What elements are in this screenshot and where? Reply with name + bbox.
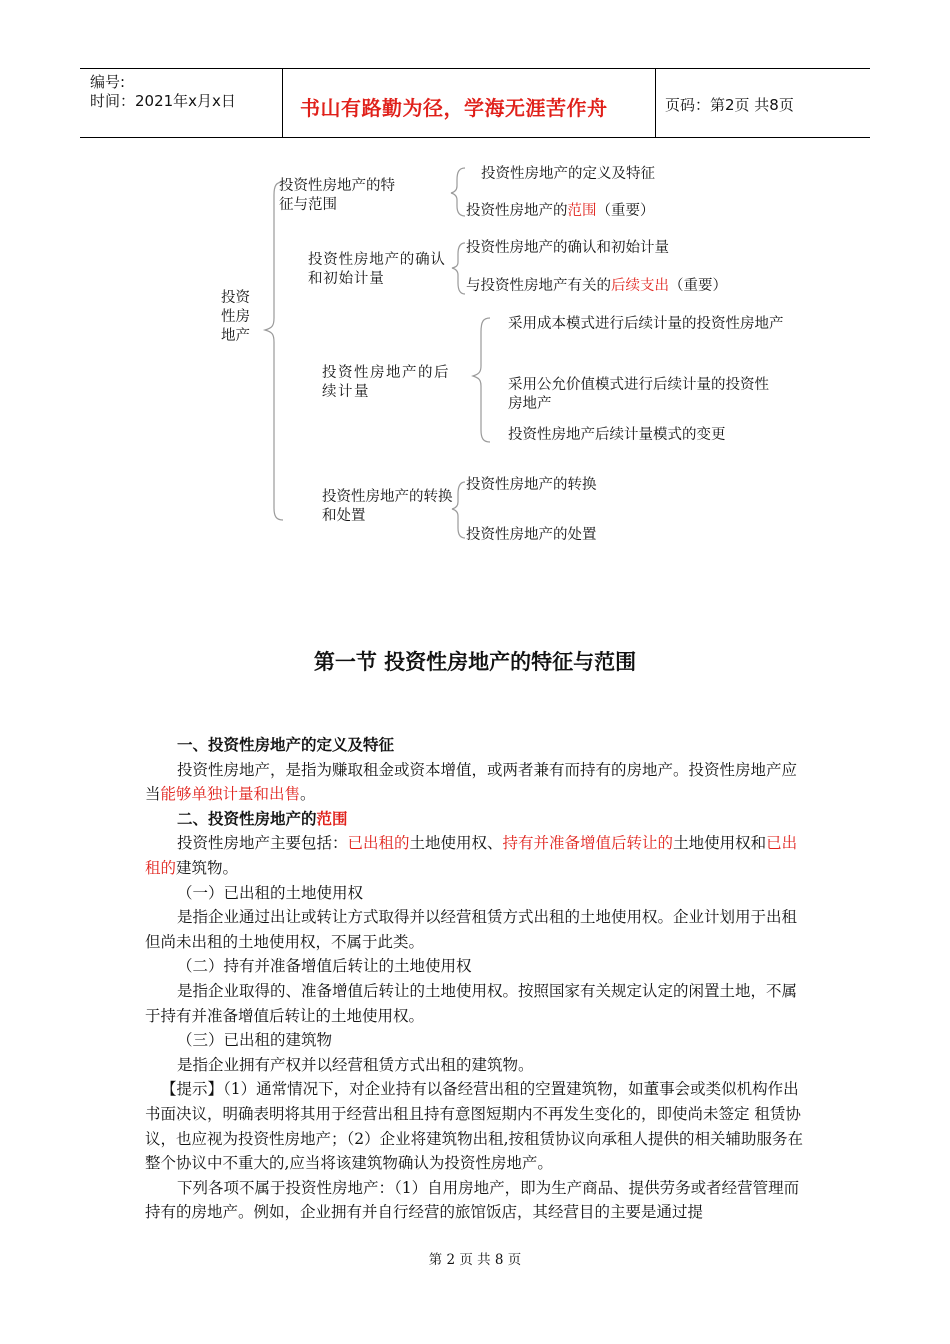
outline-item: 投资性房地产的确认和初始计量	[466, 240, 669, 256]
outline-group-label: 投资性房地产的特征与范围	[279, 178, 395, 213]
subheading-2: （二）持有并准备增值后转让的土地使用权	[177, 957, 472, 976]
outline-group-label: 投资性房地产的转换和处置	[322, 489, 453, 524]
subheading-1: （一）已出租的土地使用权	[177, 883, 364, 902]
paragraph-exclusions: 下列各项不属于投资性房地产：（1）自用房地产，即为生产商品、提供劳务或者经营管理而持有的房地产。例如，企业拥有并自行经营的旅馆饭店，其经营目的主要是通过提	[145, 1178, 800, 1222]
time-label: 时间：2021年x月x日	[90, 92, 236, 110]
motto: 书山有路勤为径，学海无涯苦作舟	[300, 96, 608, 120]
body-text	[145, 733, 810, 1225]
paragraph-1: 是指企业通过出让或转让方式取得并以经营租赁方式出租的土地使用权。企业计划用于出租但尚未出租的土地使用权，不属于此类。	[145, 908, 798, 951]
outline-item: 采用公允价值模式进行后续计量的投资性房地产	[508, 377, 769, 412]
page-footer: 第 2 页 共 8 页	[428, 1252, 522, 1268]
outline-item: 采用成本模式进行后续计量的投资性房地产	[508, 316, 784, 332]
outline-item: 投资性房地产后续计量模式的变更	[508, 427, 726, 443]
section-title: 第一节 投资性房地产的特征与范围	[313, 650, 637, 674]
paragraph-2: 是指企业取得的、准备增值后转让的土地使用权。按照国家有关规定认定的闲置土地，不属于持有并准备增值后转让的土地使用权。	[145, 981, 798, 1025]
paragraph-3: 是指企业拥有产权并以经营租赁方式出租的建筑物。	[177, 1055, 534, 1074]
outline-group-label: 投资性房地产的后续计量	[322, 365, 450, 400]
heading-scope: 二、投资性房地产的范围	[177, 809, 348, 828]
outline-item: 与投资性房地产有关的后续支出（重要）	[466, 278, 727, 294]
outline-root: 投资性房地产	[221, 290, 250, 344]
paragraph-definition: 投资性房地产，是指为赚取租金或资本增值，或两者兼有而持有的房地产。投资性房地产应当能够单独计量和出售。	[145, 760, 798, 804]
outline-brackets	[0, 0, 950, 600]
outline-group-label: 投资性房地产的确认和初始计量	[308, 252, 446, 287]
paragraph-scope: 投资性房地产主要包括：已出租的土地使用权、持有并准备增值后转让的土地使用权和已出租的建筑物。	[145, 834, 798, 877]
number-label: 编号:	[90, 73, 126, 91]
outline-item: 投资性房地产的范围（重要）	[466, 203, 655, 219]
outline-item: 投资性房地产的处置	[466, 527, 597, 543]
outline-item: 投资性房地产的转换	[466, 477, 597, 493]
subheading-3: （三）已出租的建筑物	[177, 1031, 333, 1050]
heading-definition: 一、投资性房地产的定义及特征	[177, 736, 395, 754]
outline-item: 投资性房地产的定义及特征	[481, 166, 655, 182]
page-code: 页码：第2页 共8页	[665, 96, 794, 114]
tip-paragraph: 【提示】（1）通常情况下，对企业持有以备经营出租的空置建筑物，如董事会或类似机构作出书面决议，明确表明将其用于经营出租且持有意图短期内不再发生变化的，即使尚未签定 租赁协议，也应视为投资性房地产；（2）企业将建筑物出租,按租赁协议向承租人提供的相关辅助服务在整个协议中不重大的,应当将该建筑物确认为投资性房地产。	[145, 1080, 804, 1173]
